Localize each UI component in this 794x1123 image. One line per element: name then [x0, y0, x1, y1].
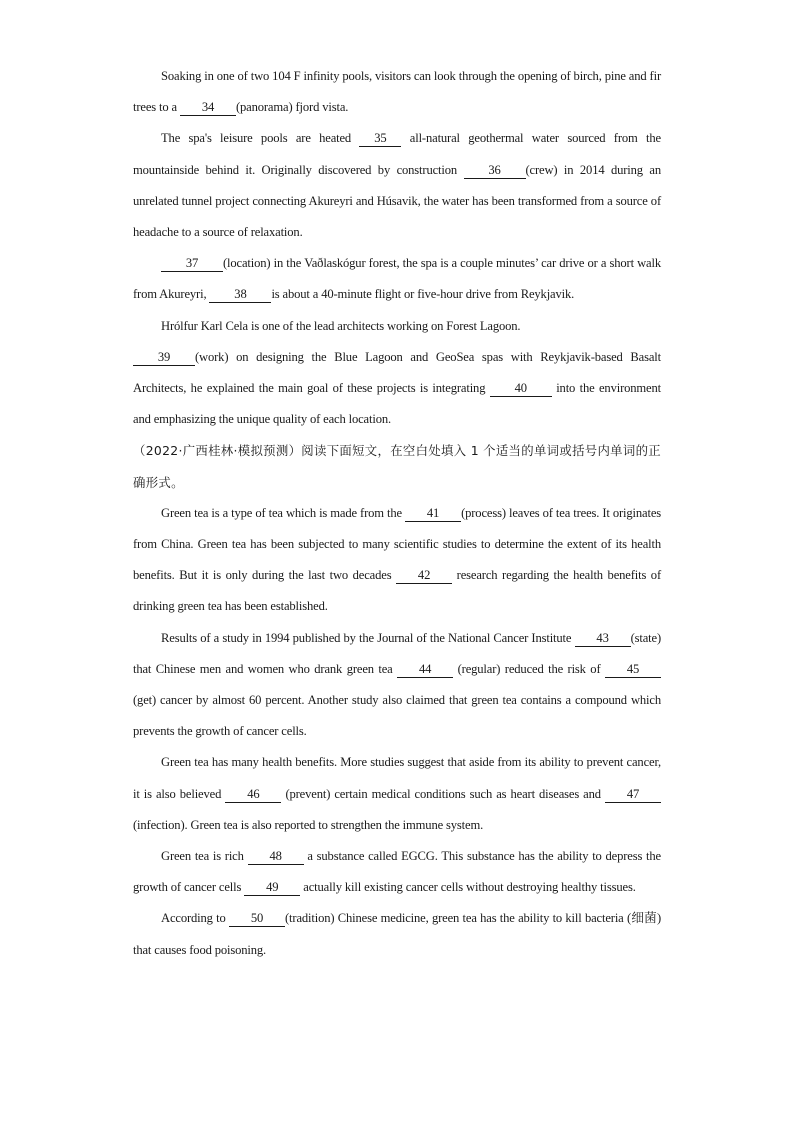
answer-blank[interactable]: 34	[180, 100, 236, 116]
answer-blank[interactable]: 35	[359, 131, 401, 147]
paragraph-text: (prevent) certain medical conditions such as heart diseases and	[281, 786, 606, 801]
answer-blank[interactable]: 43	[575, 631, 631, 647]
section-instruction	[133, 435, 661, 497]
answer-blank[interactable]: 36	[464, 163, 526, 179]
answer-blank[interactable]: 41	[405, 506, 461, 522]
paragraph-text: (infection). Green tea is also reported to strengthen the immune system.	[133, 817, 484, 832]
answer-blank[interactable]: 45	[605, 662, 661, 678]
paragraph-text: Soaking in one of two 104 F infinity pools, visitors can look through the opening of birch, pine and fir trees to a	[133, 69, 661, 115]
passage-paragraph	[133, 903, 661, 965]
paragraph-text: into the environment and emphasizing the unique quality of each location.	[133, 381, 661, 427]
passage-paragraph	[133, 342, 661, 436]
document-body	[133, 61, 661, 966]
passage-paragraph	[133, 841, 661, 903]
paragraph-text: (tradition) Chinese medicine, green tea has the ability to kill bacteria (细菌) that causes food poisoning.	[133, 911, 661, 957]
paragraph-text: (process) leaves of tea trees. It originates from China. Green tea has been subjected to many scientific studies to determine the extent of its health benefits. But it is only during the last two decades	[133, 505, 662, 583]
paragraph-text: Green tea is rich	[161, 849, 248, 864]
paragraph-text: Hrólfur Karl Cela is one of the lead architects working on Forest Lagoon.	[161, 318, 521, 333]
passage-paragraph	[133, 61, 661, 123]
paragraph-text: a substance called EGCG. This substance has the ability to depress the growth of cancer cells	[133, 849, 661, 895]
answer-blank[interactable]: 37	[161, 256, 223, 272]
paragraph-text: The spa's leisure pools are heated	[161, 131, 360, 146]
paragraph-text: Results of a study in 1994 published by the Journal of the National Cancer Institute	[161, 630, 575, 645]
paragraph-text: Green tea is a type of tea which is made from the	[161, 505, 406, 520]
answer-blank[interactable]: 42	[396, 568, 452, 584]
paragraph-text: According to	[161, 911, 230, 926]
paragraph-text: is about a 40-minute flight or five-hour drive from Reykjavik.	[271, 287, 575, 302]
paragraph-text: (get) cancer by almost 60 percent. Another study also claimed that green tea contains a compound which prevents the growth of cancer cells.	[133, 693, 661, 739]
paragraph-text: Green tea has many health benefits. More studies suggest that aside from its ability to prevent cancer, it is also believed	[133, 755, 661, 801]
answer-blank[interactable]: 38	[209, 287, 271, 303]
passage-paragraph	[133, 123, 661, 248]
paragraph-text: (crew) in 2014 during an unrelated tunnel project connecting Akureyri and Húsavik, the water has been transformed from a source of headache to a source of relaxation.	[133, 162, 661, 240]
answer-blank[interactable]: 47	[605, 787, 661, 803]
paragraph-text: (panorama) fjord vista.	[235, 100, 349, 115]
passage-paragraph	[133, 623, 661, 748]
answer-blank[interactable]: 49	[244, 880, 300, 896]
answer-blank[interactable]: 46	[225, 787, 281, 803]
paragraph-text: (work) on designing the Blue Lagoon and GeoSea spas with Reykjavik-based Basalt Architects, he explained the main goal of these projects is integrating	[133, 349, 661, 396]
paragraph-text: actually kill existing cancer cells without destroying healthy tissues.	[300, 880, 636, 895]
paragraph-text: research regarding the health benefits of drinking green tea has been established.	[133, 568, 662, 614]
paragraph-text: (state) that Chinese men and women who drank green tea	[133, 630, 661, 676]
passage-paragraph	[133, 311, 661, 342]
answer-blank[interactable]: 50	[229, 911, 285, 927]
passage-paragraph	[133, 248, 661, 310]
paragraph-text: (regular) reduced the risk of	[453, 661, 605, 676]
paragraph-text: (location) in the Vaðlaskógur forest, the spa is a couple minutes’ car drive or a short walk from Akureyri,	[133, 256, 661, 302]
answer-blank[interactable]: 48	[248, 849, 304, 865]
answer-blank[interactable]: 44	[397, 662, 453, 678]
passage-paragraph	[133, 747, 661, 841]
paragraph-text: （2022·广西桂林·模拟预测）阅读下面短文，在空白处填入 1 个适当的单词或括号内单词的正确形式。	[133, 443, 661, 490]
answer-blank[interactable]: 40	[490, 381, 552, 397]
passage-paragraph	[133, 498, 661, 623]
paragraph-text: all-natural geothermal water sourced from the mountainside behind it. Originally discovered by construction	[133, 131, 661, 177]
answer-blank[interactable]: 39	[133, 350, 195, 366]
